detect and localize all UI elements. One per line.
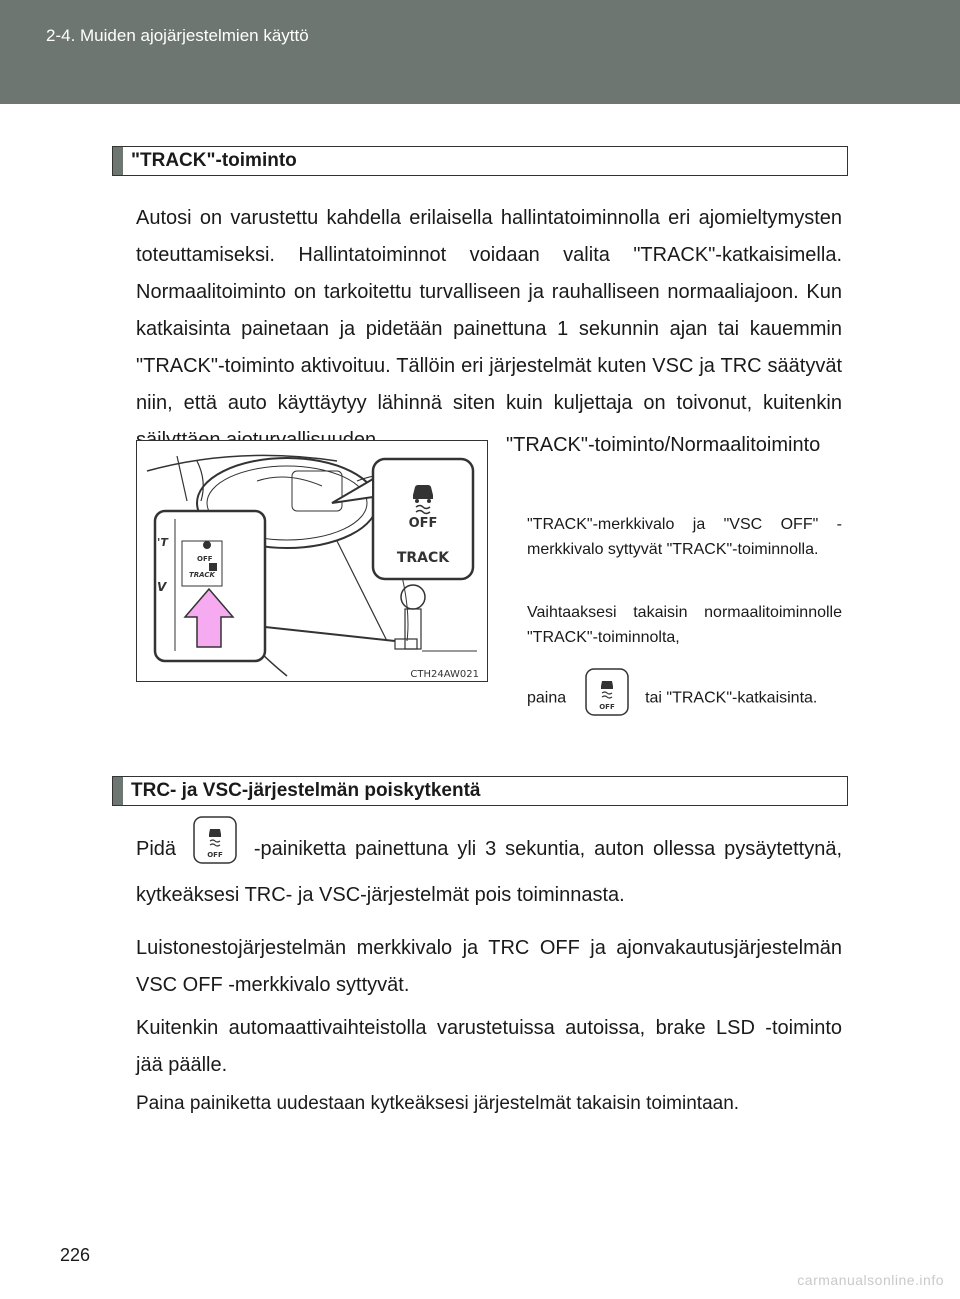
- svg-text:OFF: OFF: [408, 516, 438, 531]
- page-number: 226: [60, 1245, 91, 1265]
- vsc-off-button-icon: [193, 816, 237, 877]
- hold-text-rest: -painiketta painettuna yli 3 sekuntia, auton ollessa pysäytettynä, kytkeäksesi TRC- ja VSC-järjestelmät pois toiminnasta.: [136, 837, 843, 906]
- section-title: "TRACK"-toiminto: [131, 150, 297, 171]
- return-note-text: Vaihtaaksesi takaisin normaalitoiminnolle "TRACK"-toiminnolta,: [527, 604, 842, 646]
- svg-text:TRACK: TRACK: [189, 571, 215, 579]
- page-header: [0, 0, 960, 104]
- dashboard-drawing: [137, 441, 487, 681]
- heading-accent-bar: [113, 147, 123, 175]
- heading-accent-bar: [113, 777, 123, 805]
- svg-text:OFF: OFF: [197, 555, 213, 563]
- svg-text:TRACK: TRACK: [396, 550, 450, 566]
- svg-text:OFF: OFF: [207, 851, 223, 859]
- press-again-paragraph: Paina painiketta uudestaan kytkeäksesi järjestelmät takaisin toimintaan.: [136, 1093, 740, 1114]
- section-heading-track: [112, 146, 848, 176]
- brake-lsd-paragraph: Kuitenkin automaattivaihteistolla varustetuissa autoissa, brake LSD -toiminto jää päälle.: [136, 1017, 842, 1076]
- section-heading-trc-vsc: [112, 776, 848, 806]
- track-mode-subtitle: "TRACK"-toiminto/Normaalitoiminto: [506, 434, 821, 456]
- chapter-title: 2-4. Muiden ajojärjestelmien käyttö: [46, 26, 309, 45]
- return-normal-note: [527, 600, 842, 650]
- hold-button-paragraph: [136, 822, 842, 914]
- svg-text:'T: 'T: [157, 536, 168, 549]
- track-switch-text: tai "TRACK"-katkaisinta.: [645, 689, 818, 707]
- svg-text:OFF: OFF: [598, 703, 615, 711]
- track-indicator-note: "TRACK"-merkkivalo ja "VSC OFF" -merkkivalo syttyvät "TRACK"-toiminnolla.: [527, 516, 842, 558]
- return-note-line: [527, 668, 842, 729]
- indicator-paragraph: Luistonestojärjestelmän merkkivalo ja TRC OFF ja ajonvakautusjärjestelmän VSC OFF -merkkivalo syttyvät.: [136, 937, 842, 996]
- dashboard-illustration: [136, 440, 488, 682]
- press-text: paina: [527, 689, 567, 707]
- svg-text:CTH24AW021: CTH24AW021: [410, 669, 479, 680]
- svg-text:V: V: [157, 580, 167, 594]
- section-title: TRC- ja VSC-järjestelmän poiskytkentä: [131, 780, 481, 801]
- vsc-off-button-icon: [585, 668, 629, 729]
- watermark: carmanualsonline.info: [797, 1272, 944, 1288]
- intro-paragraph: Autosi on varustettu kahdella erilaisella hallintatoiminnolla eri ajomieltymysten toteuttamiseksi. Hallintatoiminnot voidaan valita "TRACK"-katkaisimella. Normaalitoiminto on tarkoitettu turvalliseen ja rauhalliseen normaaliajoon. Kun katkaisinta painetaan ja pidetään painettuna 1 sekunnin ajan tai kauemmin "TRACK"-toiminto aktivoituu. Tällöin eri järjestelmät kuten VSC ja TRC säätyvät niin, että auto käyttäytyy lähinnä siten kuin kuljettaja on toivonut, kuitenkin: [136, 207, 842, 414]
- hold-text: Pidä: [136, 837, 177, 860]
